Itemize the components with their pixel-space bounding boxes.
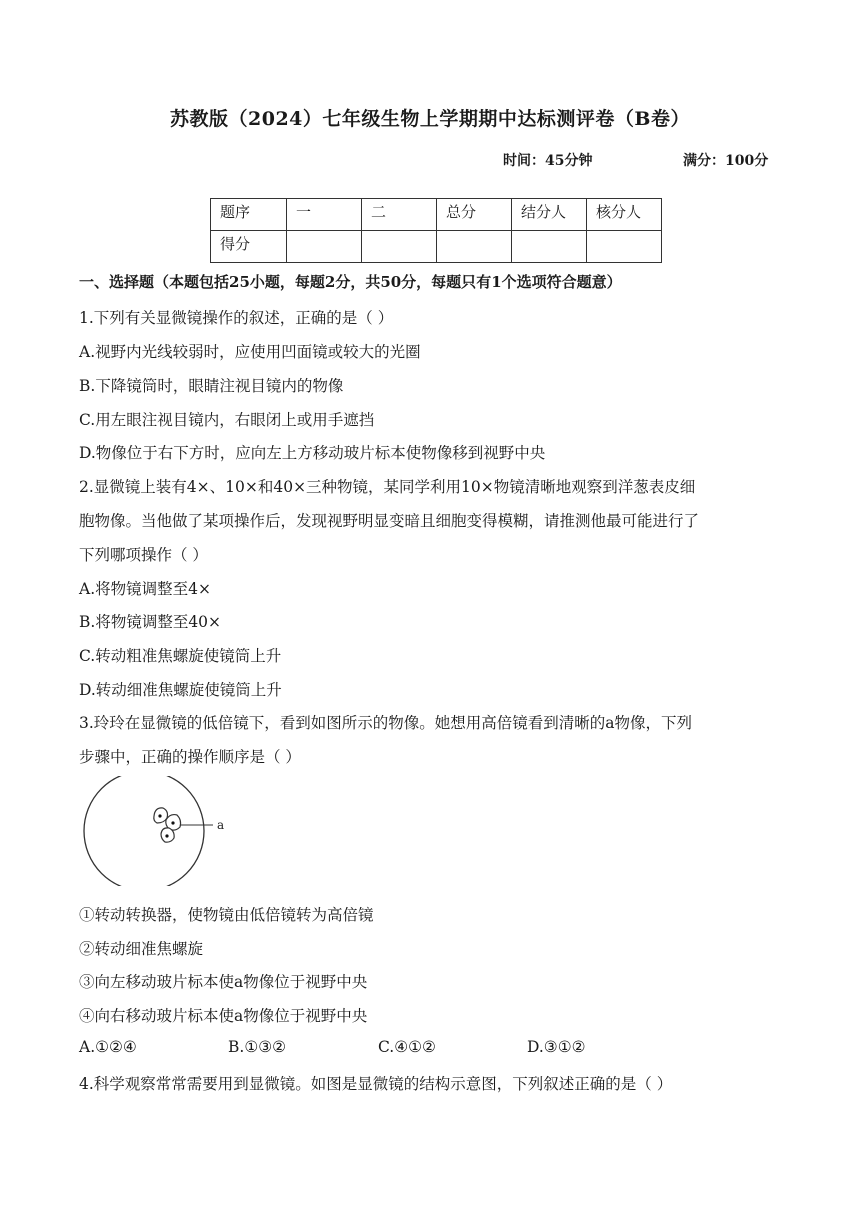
question-2-option-c: C.转动粗准焦螺旋使镜筒上升: [79, 647, 282, 665]
question-3-option-d: D.③①②: [527, 1038, 586, 1056]
score-header-cell: 题序: [211, 199, 287, 231]
page-title: 苏教版（2024）七年级生物上学期期中达标测评卷（B卷）: [170, 108, 690, 130]
question-3-step-2: ②转动细准焦螺旋: [79, 940, 204, 958]
question-3-stem-line: 步骤中，正确的操作顺序是（ ）: [79, 748, 301, 766]
question-1-option-d: D.物像位于右下方时，应向左上方移动玻片标本使物像移到视野中央: [79, 444, 546, 462]
score-table: [210, 198, 662, 263]
cell-nucleus: [171, 821, 174, 824]
question-4-stem: 4.科学观察常常需要用到显微镜。如图是显微镜的结构示意图，下列叙述正确的是（ ）: [79, 1075, 673, 1093]
microscope-field-figure: [76, 776, 236, 886]
score-header-cell: 二: [362, 199, 437, 231]
score-header-cell: 一: [287, 199, 362, 231]
figure-label-a: a: [217, 818, 225, 832]
question-3-stem-line: 3.玲玲在显微镜的低倍镜下，看到如图所示的物像。她想用高倍镜看到清晰的a物像，下列: [79, 714, 693, 732]
question-2-stem-line: 2.显微镜上装有4×、10×和40×三种物镜，某同学利用10×物镜清晰地观察到洋葱表皮细: [79, 478, 696, 496]
score-header-cell: 核分人: [587, 199, 662, 231]
field-of-view-circle: [84, 776, 204, 886]
score-row-label: 得分: [211, 231, 287, 263]
question-3-step-3: ③向左移动玻片标本使a物像位于视野中央: [79, 973, 368, 991]
score-cell: [362, 231, 437, 263]
section-heading: 一、选择题（本题包括25小题，每题2分，共50分，每题只有1个选项符合题意）: [79, 273, 622, 291]
score-cell: [287, 231, 362, 263]
score-cell: [437, 231, 512, 263]
exam-time: 时间：45分钟: [503, 153, 593, 169]
question-1-option-b: B.下降镜筒时，眼睛注视目镜内的物像: [79, 377, 344, 395]
question-2-option-a: A.将物镜调整至4×: [79, 580, 211, 598]
score-table-header-row: [211, 199, 662, 231]
question-1-stem: 1.下列有关显微镜操作的叙述，正确的是（ ）: [79, 309, 394, 327]
question-3-option-a: A.①②④: [79, 1038, 137, 1056]
score-header-cell: 结分人: [512, 199, 587, 231]
question-3-option-c: C.④①②: [378, 1038, 436, 1056]
cell-nucleus: [158, 814, 161, 817]
question-2-stem-line: 胞物像。当他做了某项操作后，发现视野明显变暗且细胞变得模糊，请推测他最可能进行了: [79, 512, 700, 530]
question-1-option-c: C.用左眼注视目镜内，右眼闭上或用手遮挡: [79, 411, 375, 429]
question-2-option-b: B.将物镜调整至40×: [79, 613, 222, 631]
question-3-step-1: ①转动转换器，使物镜由低倍镜转为高倍镜: [79, 906, 374, 924]
question-3-step-4: ④向右移动玻片标本使a物像位于视野中央: [79, 1007, 368, 1025]
question-3-option-b: B.①③②: [228, 1038, 287, 1056]
full-score: 满分：100分: [683, 153, 769, 169]
question-2-option-d: D.转动细准焦螺旋使镜筒上升: [79, 681, 282, 699]
cell-nucleus: [165, 834, 168, 837]
score-table-score-row: [211, 231, 662, 263]
score-cell: [587, 231, 662, 263]
question-1-option-a: A.视野内光线较弱时，应使用凹面镜或较大的光圈: [79, 343, 421, 361]
question-2-stem-line: 下列哪项操作（ ）: [79, 546, 208, 564]
score-header-cell: 总分: [437, 199, 512, 231]
score-cell: [512, 231, 587, 263]
